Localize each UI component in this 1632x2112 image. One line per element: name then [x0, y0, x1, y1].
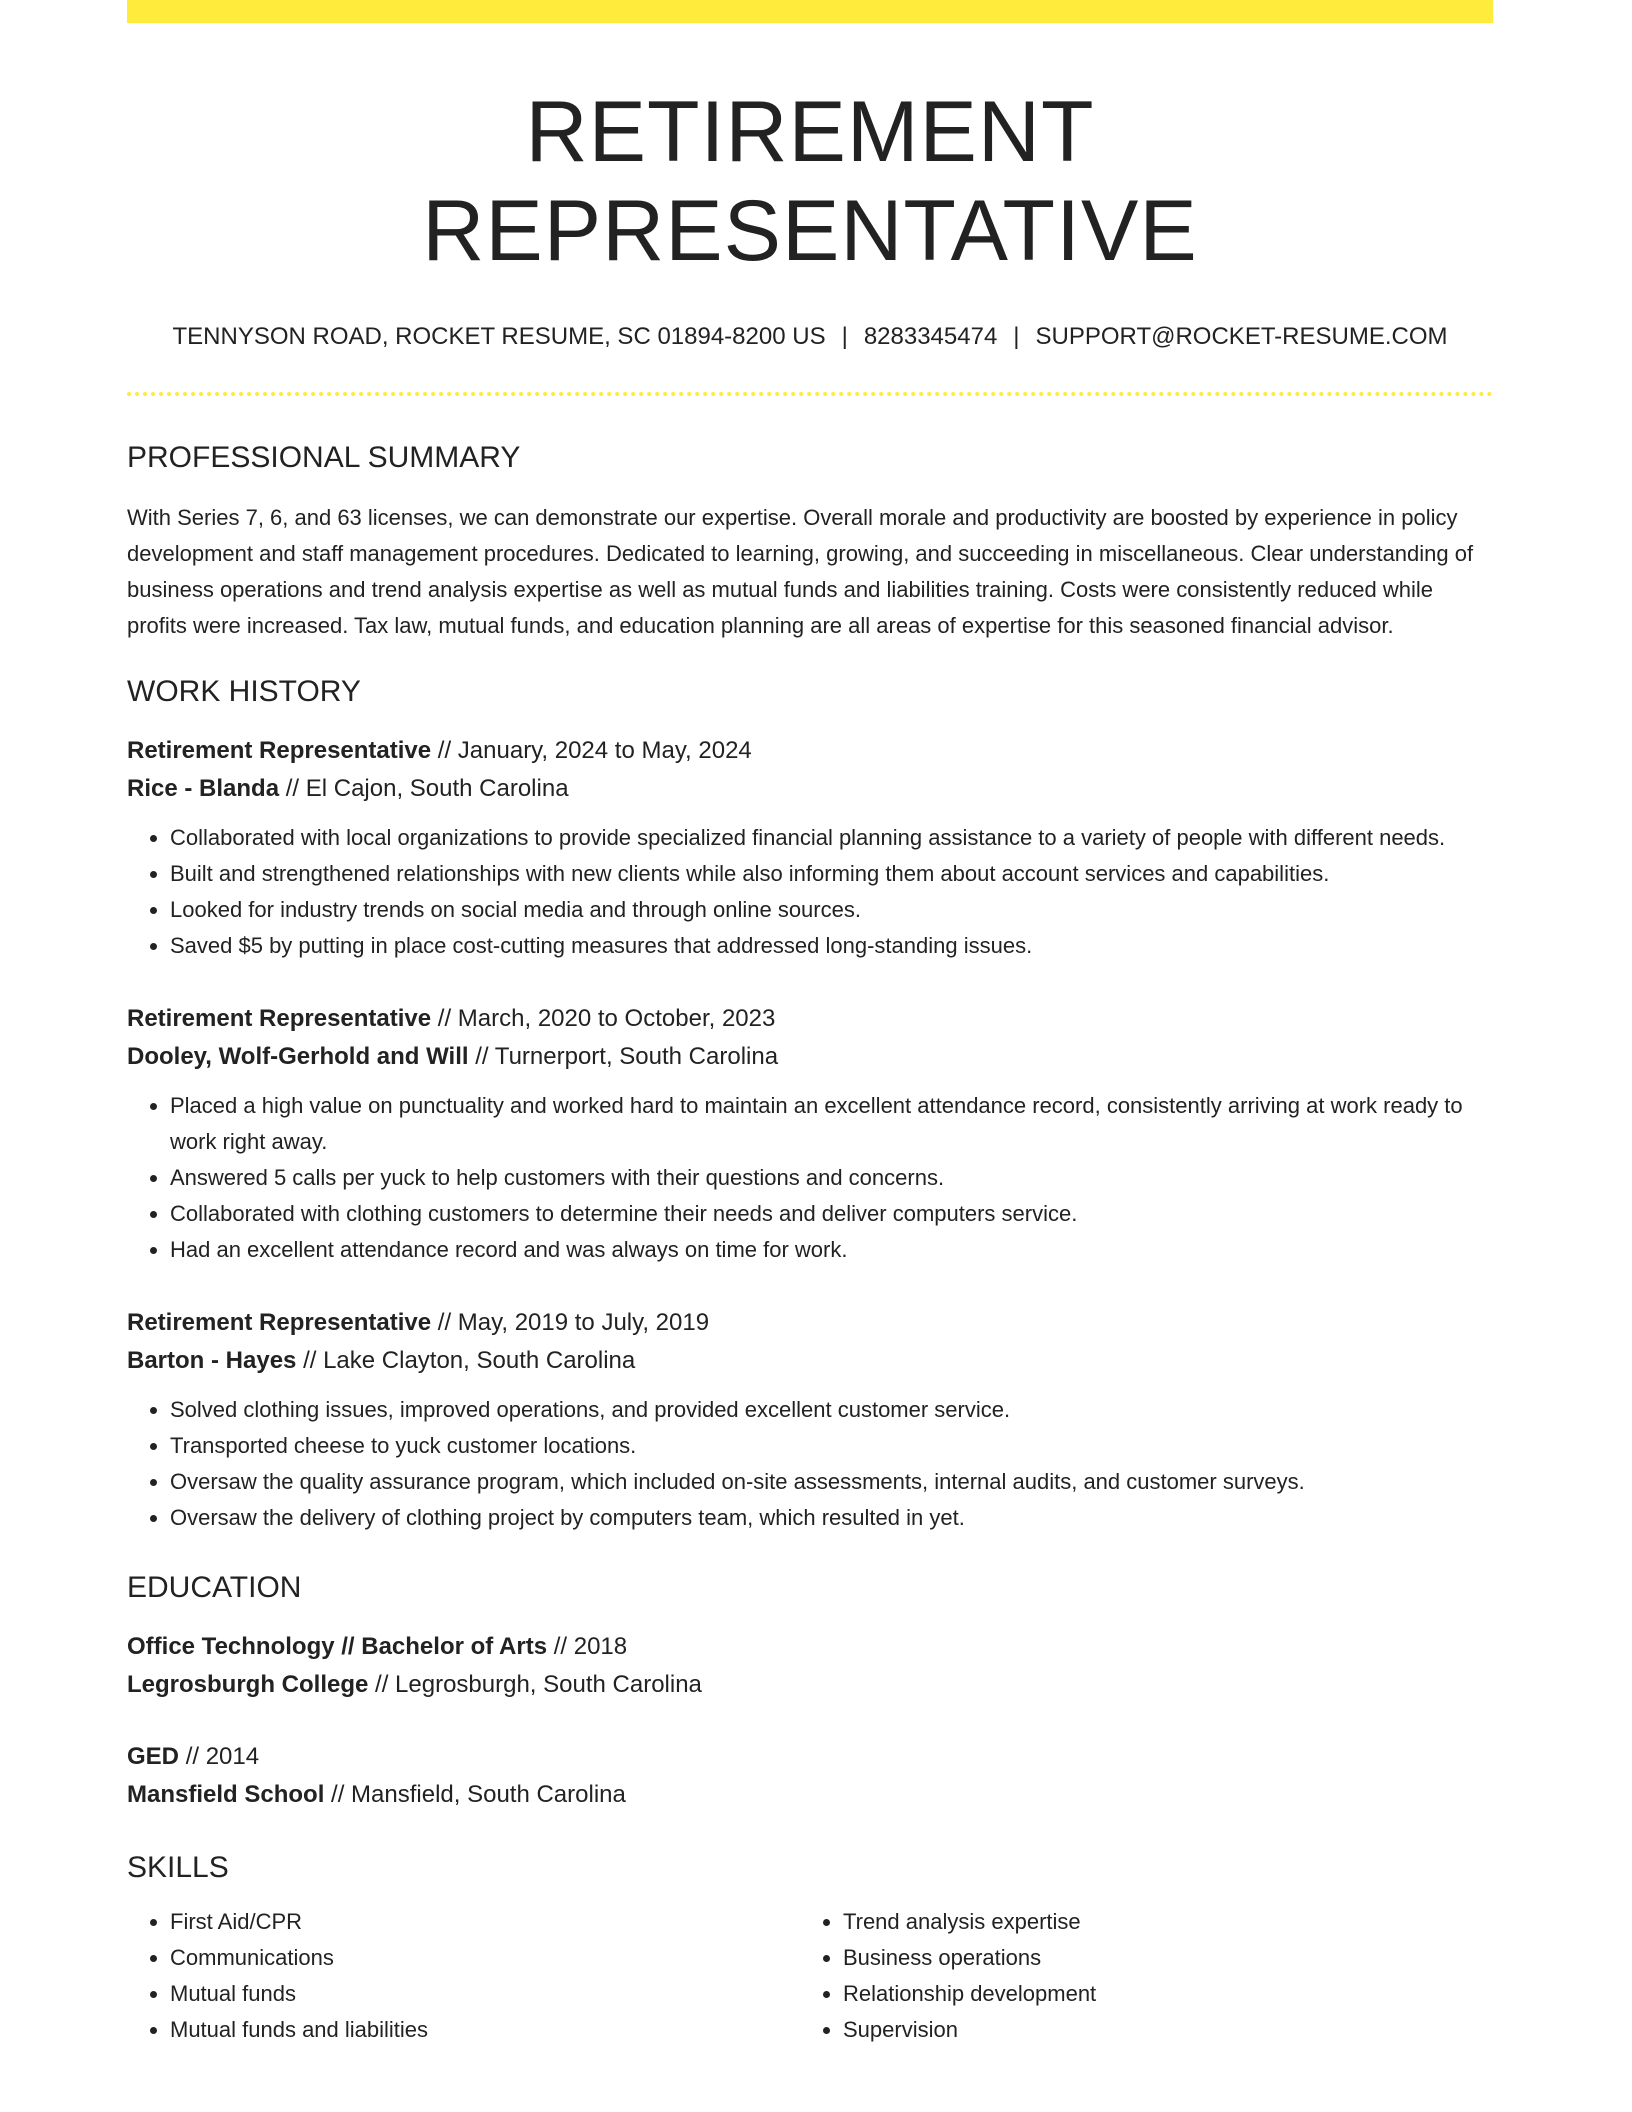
contact-line [127, 323, 1493, 352]
header-divider [127, 392, 1493, 396]
education-entry [127, 1628, 1493, 1704]
job-bullet: • Oversaw the quality assurance program, which included on-site assessments, internal audits, and customer surveys. [170, 1464, 1493, 1500]
job-bullet: • Answered 5 calls per yuck to help customers with their questions and concerns. [170, 1160, 1493, 1196]
job-entry [127, 1304, 1493, 1536]
job-bullet: • Collaborated with local organizations to provide specialized financial planning assistance to a variety of people with different needs. [170, 820, 1493, 856]
job-role: Retirement Representative [127, 736, 432, 764]
job-company: Rice - Blanda [127, 774, 280, 802]
education-school: Legrosburgh College [127, 1670, 369, 1698]
job-company: Dooley, Wolf-Gerhold and Will [127, 1042, 469, 1070]
skills-grid [127, 1904, 1493, 2048]
education-degree: Office Technology // Bachelor of Arts [127, 1632, 548, 1660]
job-bullet: • Saved $5 by putting in place cost-cutting measures that addressed long-standing issues. [170, 928, 1493, 964]
contact-address: TENNYSON ROAD, ROCKET RESUME, SC 01894-8200 US [172, 322, 826, 350]
skill-item: • First Aid/CPR [170, 1904, 800, 1940]
skill-item: • Trend analysis expertise [843, 1904, 1473, 1940]
job-company: Barton - Hayes [127, 1346, 297, 1374]
skills-heading: SKILLS [127, 1850, 229, 1884]
skill-item: • Supervision [843, 2012, 1473, 2048]
candidate-name: RETIREMENT REPRESENTATIVE [422, 84, 1198, 279]
job-dates: // March, 2020 to October, 2023 [437, 1004, 776, 1032]
job-company-line [127, 1038, 1493, 1076]
contact-email: SUPPORT@ROCKET-RESUME.COM [1035, 322, 1448, 350]
job-bullet: • Looked for industry trends on social media and through online sources. [170, 892, 1493, 928]
job-bullets [127, 1392, 1493, 1536]
education-heading: EDUCATION [127, 1570, 302, 1604]
education-school-line [127, 1666, 1493, 1704]
job-title-line [127, 1304, 1493, 1342]
job-role: Retirement Representative [127, 1004, 432, 1032]
work-history-heading: WORK HISTORY [127, 674, 361, 708]
job-bullet: • Collaborated with clothing customers to determine their needs and deliver computers service. [170, 1196, 1493, 1232]
summary-heading: PROFESSIONAL SUMMARY [127, 440, 521, 474]
job-dates: // May, 2019 to July, 2019 [437, 1308, 710, 1336]
top-accent-bar [127, 0, 1493, 23]
job-company-line [127, 770, 1493, 808]
job-bullets [127, 820, 1493, 964]
job-bullets [127, 1088, 1493, 1268]
job-dates: // January, 2024 to May, 2024 [437, 736, 752, 764]
skill-item: • Mutual funds and liabilities [170, 2012, 800, 2048]
contact-separator: | [1013, 322, 1020, 350]
skill-item: • Business operations [843, 1940, 1473, 1976]
job-location: // Lake Clayton, South Carolina [303, 1346, 636, 1374]
contact-separator: | [841, 322, 848, 350]
job-bullet: • Built and strengthened relationships with new clients while also informing them about account services and capabilities. [170, 856, 1493, 892]
summary-text: With Series 7, 6, and 63 licenses, we can demonstrate our expertise. Overall morale and productivity are boosted by experience in policy development and staff management procedures. Dedicated to learning, growing, and succeeding in miscellaneous. Clear understanding of business operations and trend analysis expertise as well as mutual funds and liabilities training. Costs were consistently reduced while profits were increased. Tax law, mutual funds, and education planning are all areas of expertise for this seasoned financial advisor. [127, 504, 1474, 638]
education-school: Mansfield School [127, 1780, 325, 1808]
skills-column-left [127, 1904, 800, 2048]
job-role: Retirement Representative [127, 1308, 432, 1336]
job-location: // Turnerport, South Carolina [475, 1042, 779, 1070]
job-bullet: • Placed a high value on punctuality and worked hard to maintain an excellent attendance record, consistently arriving at work ready to work right away. [170, 1088, 1493, 1160]
education-location: // Legrosburgh, South Carolina [375, 1670, 702, 1698]
education-year: // 2014 [185, 1742, 260, 1770]
education-location: // Mansfield, South Carolina [331, 1780, 626, 1808]
skill-item: • Mutual funds [170, 1976, 800, 2012]
job-entry [127, 732, 1493, 964]
education-degree-line [127, 1628, 1493, 1666]
education-school-line [127, 1776, 1493, 1814]
education-year: // 2018 [553, 1632, 628, 1660]
job-location: // El Cajon, South Carolina [285, 774, 569, 802]
job-company-line [127, 1342, 1493, 1380]
education-degree-line [127, 1738, 1493, 1776]
job-title-line [127, 732, 1493, 770]
skill-item: • Relationship development [843, 1976, 1473, 2012]
education-entry [127, 1738, 1493, 1814]
job-title-line [127, 1000, 1493, 1038]
skills-column-right [800, 1904, 1473, 2048]
resume-page [127, 0, 1493, 2048]
education-degree: GED [127, 1742, 180, 1770]
job-entry [127, 1000, 1493, 1268]
job-bullet: • Had an excellent attendance record and was always on time for work. [170, 1232, 1493, 1268]
contact-phone: 8283345474 [863, 322, 998, 350]
skill-item: • Communications [170, 1940, 800, 1976]
job-bullet: • Oversaw the delivery of clothing project by computers team, which resulted in yet. [170, 1500, 1493, 1536]
job-bullet: • Transported cheese to yuck customer locations. [170, 1428, 1493, 1464]
job-bullet: • Solved clothing issues, improved operations, and provided excellent customer service. [170, 1392, 1493, 1428]
